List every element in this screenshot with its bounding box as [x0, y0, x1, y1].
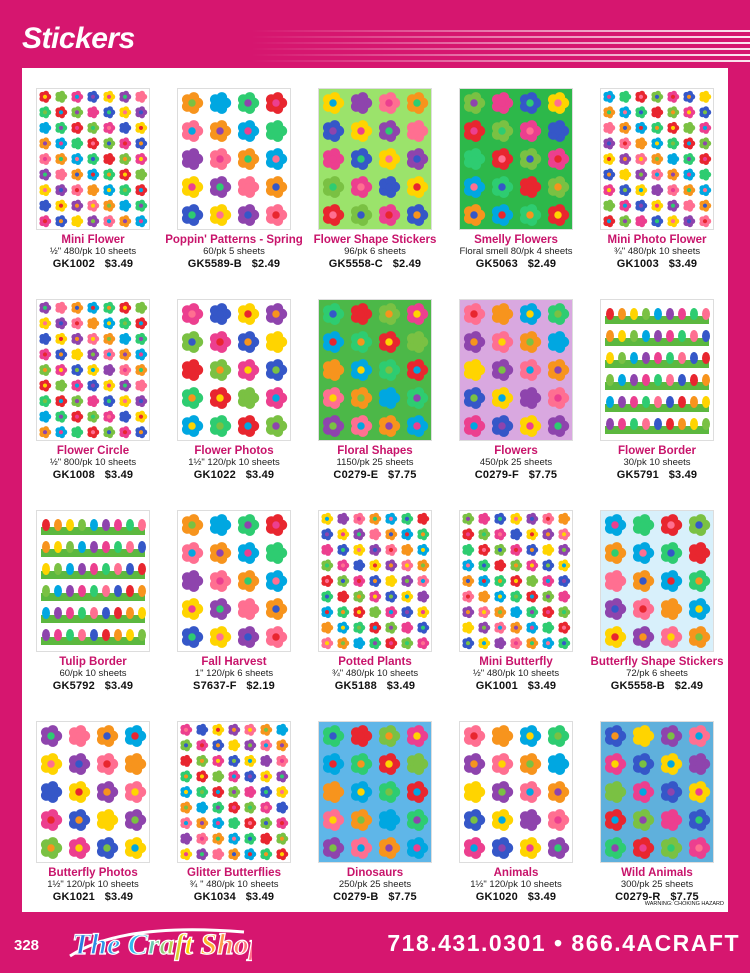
product-name: Fall Harvest [201, 656, 267, 668]
sticker-sheet-image [318, 510, 432, 652]
product-name: Flowers [494, 445, 538, 457]
product-name: Potted Plants [338, 656, 412, 668]
product-sku-price [23, 891, 164, 903]
product-name: Flower Circle [56, 445, 130, 457]
product-sku-price [446, 469, 587, 481]
product-price: $2.49 [251, 258, 281, 270]
product-spec: ¾" 480/pk 10 sheets [331, 668, 419, 679]
product-card [587, 279, 728, 489]
product-name: Tulip Border [59, 656, 127, 668]
product-spec: 60/pk 10 sheets [59, 668, 127, 679]
product-card [164, 701, 305, 911]
product-sku-price [305, 258, 446, 270]
product-price: $3.49 [245, 469, 275, 481]
product-spec: 250/pk 25 sheets [338, 879, 412, 890]
product-price: $3.49 [104, 891, 134, 903]
product-sku-price [164, 680, 305, 692]
product-spec: ½" 800/pk 10 sheets [49, 457, 137, 468]
product-price: $2.19 [246, 680, 275, 692]
sticker-sheet-image [177, 299, 291, 441]
product-sku-price [23, 258, 164, 270]
product-name: Glitter Butterflies [187, 867, 281, 879]
product-sku: GK5558-B [610, 680, 665, 692]
product-sku-price [164, 891, 305, 903]
product-spec: 300/pk 25 sheets [620, 879, 694, 890]
product-spec: 1½" 120/pk 10 sheets [470, 879, 562, 890]
product-card [446, 68, 587, 278]
sticker-sheet-image [318, 299, 432, 441]
product-sku-price [164, 469, 305, 481]
product-price: $3.49 [527, 891, 557, 903]
product-sku: GK1002 [52, 258, 95, 270]
product-name: Floral Shapes [337, 445, 413, 457]
product-card [23, 68, 164, 278]
product-card [164, 279, 305, 489]
sticker-sheet-image [600, 299, 714, 441]
product-sku-price [305, 469, 446, 481]
sticker-sheet-image [318, 88, 432, 230]
product-sku-price [23, 469, 164, 481]
product-sku: C0279-F [474, 469, 519, 481]
svg-text:The Craft Shop: The Craft Shop [72, 928, 252, 961]
product-sku: GK1020 [475, 891, 518, 903]
product-spec: ¾ " 480/pk 10 sheets [189, 879, 279, 890]
craft-shop-logo [62, 912, 252, 968]
sticker-sheet-image [459, 721, 573, 863]
sticker-sheet-image [459, 299, 573, 441]
product-sku: GK5558-C [328, 258, 383, 270]
product-sku: C0279-R [615, 891, 661, 903]
product-card [305, 279, 446, 489]
sticker-sheet-image [600, 721, 714, 863]
product-price: $3.49 [104, 680, 134, 692]
product-sku-price [164, 258, 305, 270]
product-sku: GK1022 [193, 469, 236, 481]
choking-warning: WARNING: CHOKING HAZARD [644, 901, 724, 907]
sticker-sheet-image [600, 88, 714, 230]
sticker-sheet-image [600, 510, 714, 652]
product-spec: 96/pk 6 sheets [344, 246, 406, 257]
sticker-sheet-image [177, 721, 291, 863]
sticker-sheet-image [318, 721, 432, 863]
product-sku: GK5589-B [187, 258, 242, 270]
product-sku: GK1001 [475, 680, 518, 692]
product-spec: 1½" 120/pk 10 sheets [188, 457, 280, 468]
page-number: 328 [14, 937, 40, 954]
product-sku-price [446, 680, 587, 692]
sticker-sheet-image [36, 299, 150, 441]
product-sku-price [305, 891, 446, 903]
product-card [305, 701, 446, 911]
product-spec: 30/pk 10 sheets [623, 457, 691, 468]
product-card [587, 68, 728, 278]
product-spec: 1150/pk 25 sheets [336, 457, 414, 468]
product-card [305, 490, 446, 700]
product-sku: GK1021 [52, 891, 95, 903]
product-name: Animals [493, 867, 539, 879]
product-sku-price [446, 258, 587, 270]
product-sku-price [587, 258, 728, 270]
sticker-sheet-image [459, 510, 573, 652]
product-panel [22, 68, 728, 912]
product-card [23, 490, 164, 700]
product-sku-price [587, 680, 728, 692]
product-spec: ¾" 480/pk 10 sheets [613, 246, 701, 257]
product-sku-price [587, 469, 728, 481]
product-spec: 60/pk 5 sheets [203, 246, 265, 257]
sticker-sheet-image [36, 88, 150, 230]
product-sku: C0279-E [333, 469, 379, 481]
product-name: Mini Butterfly [479, 656, 553, 668]
phone-numbers: 718.431.0301 • 866.4ACRAFT [387, 930, 740, 956]
product-name: Smelly Flowers [474, 234, 558, 246]
product-name: Flower Border [618, 445, 696, 457]
product-sku: GK5063 [475, 258, 518, 270]
product-price: $7.75 [388, 891, 417, 903]
product-price: $3.49 [668, 469, 698, 481]
sticker-sheet-image [177, 510, 291, 652]
product-sku: GK1003 [616, 258, 659, 270]
product-name: Mini Photo Flower [607, 234, 707, 246]
product-spec: 72/pk 6 sheets [626, 668, 688, 679]
product-name: Wild Animals [621, 867, 693, 879]
product-card [587, 490, 728, 700]
product-price: $2.49 [392, 258, 422, 270]
page-footer [0, 912, 750, 971]
product-sku: GK5791 [616, 469, 659, 481]
product-sku-price [446, 891, 587, 903]
sticker-sheet-image [459, 88, 573, 230]
product-sku: C0279-B [333, 891, 379, 903]
product-name: Butterfly Shape Stickers [590, 656, 724, 668]
product-price: $7.75 [528, 469, 558, 481]
sticker-sheet-image [36, 510, 150, 652]
product-name: Poppin' Patterns - Spring [165, 234, 303, 246]
product-price: $3.49 [386, 680, 416, 692]
product-price: $3.49 [527, 680, 557, 692]
product-spec: 1½" 120/pk 10 sheets [47, 879, 139, 890]
product-price: $7.75 [670, 891, 699, 903]
product-sku-price [23, 680, 164, 692]
product-sku: GK5188 [334, 680, 377, 692]
sticker-sheet-image [36, 721, 150, 863]
product-name: Butterfly Photos [48, 867, 138, 879]
product-name: Flower Shape Stickers [313, 234, 437, 246]
product-sku-price [305, 680, 446, 692]
product-spec: ½" 480/pk 10 sheets [49, 246, 137, 257]
product-sku: GK1008 [52, 469, 95, 481]
product-sku: S7637-F [193, 680, 237, 692]
product-name: Flower Photos [194, 445, 274, 457]
page-title: Stickers [22, 22, 135, 55]
product-card [446, 490, 587, 700]
product-card [446, 701, 587, 911]
product-name: Dinosaurs [346, 867, 404, 879]
product-price: $3.49 [104, 469, 134, 481]
header-stripes [250, 30, 750, 64]
product-card [164, 68, 305, 278]
page-header [0, 0, 750, 68]
product-sku: GK5792 [52, 680, 95, 692]
product-price: $7.75 [388, 469, 417, 481]
product-price: $2.49 [674, 680, 704, 692]
product-spec: ½" 480/pk 10 sheets [472, 668, 560, 679]
product-card [446, 279, 587, 489]
product-card [164, 490, 305, 700]
product-spec: Floral smell 80/pk 4 sheets [459, 246, 573, 257]
product-price: $3.49 [245, 891, 275, 903]
product-spec: 1" 120/pk 6 sheets [194, 668, 274, 679]
product-spec: 450/pk 25 sheets [479, 457, 553, 468]
product-card [305, 68, 446, 278]
product-sku: GK1034 [193, 891, 236, 903]
product-price: $2.49 [527, 258, 557, 270]
product-grid [22, 68, 728, 912]
product-price: $3.49 [668, 258, 698, 270]
product-card [587, 701, 728, 911]
product-price: $3.49 [104, 258, 134, 270]
sticker-sheet-image [177, 88, 291, 230]
product-card [23, 279, 164, 489]
product-card [23, 701, 164, 911]
product-name: Mini Flower [61, 234, 125, 246]
